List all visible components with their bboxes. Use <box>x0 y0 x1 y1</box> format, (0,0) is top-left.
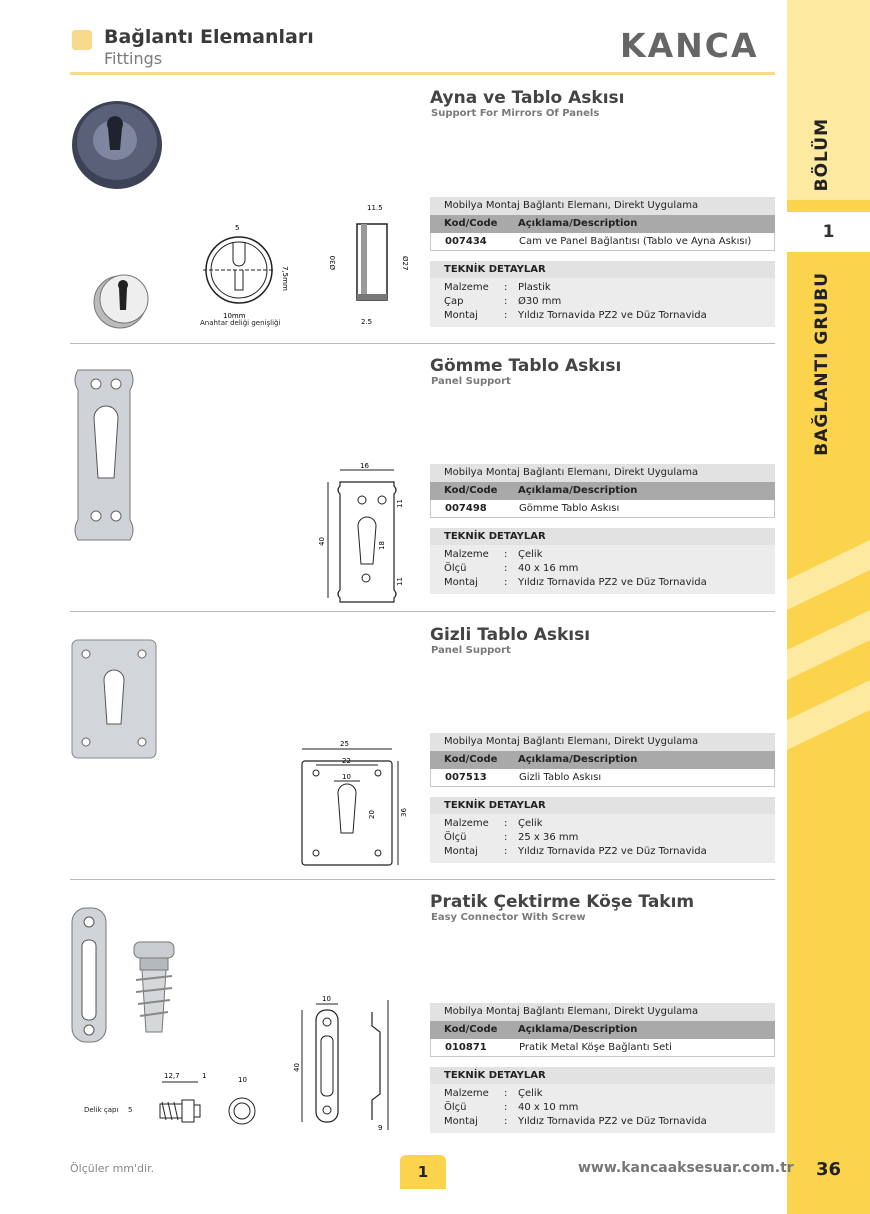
svg-text:36: 36 <box>400 808 408 817</box>
decorative-stripes <box>787 540 870 1140</box>
technical-drawing-hidden <box>290 735 415 870</box>
product-subtitle: Panel Support <box>431 645 511 656</box>
svg-text:10: 10 <box>342 773 351 781</box>
table-row: 010871 Pratik Metal Köşe Bağlantı Seti <box>430 1039 775 1057</box>
product-photo-side <box>92 268 152 330</box>
svg-text:40: 40 <box>318 537 326 546</box>
section-label: BÖLÜM <box>812 118 832 192</box>
table-row: 007513 Gizli Tablo Askısı <box>430 769 775 787</box>
svg-text:7,5mm: 7,5mm <box>281 266 289 291</box>
product-photo-connector-plate <box>68 906 113 1046</box>
category-row: Mobilya Montaj Bağlantı Elemanı, Direkt Uygulama <box>430 464 775 482</box>
svg-text:Ø30: Ø30 <box>329 255 337 270</box>
table-row: 007434 Cam ve Panel Bağlantısı (Tablo ve Ayna Askısı) <box>430 233 775 251</box>
footer-url-link[interactable]: www.kancaaksesuar.com.tr <box>578 1160 794 1176</box>
product-subtitle: Easy Connector With Screw <box>431 912 586 923</box>
spec-list: Malzeme : Çelik Ölçü : 40 x 10 mm Montaj : Yıldız Tornavida PZ2 ve Düz Tornavida <box>430 1084 775 1133</box>
product-title: Pratik Çektirme Köşe Takım <box>430 892 695 912</box>
product-photo-flush-support <box>70 368 140 542</box>
svg-text:9: 9 <box>378 1124 383 1132</box>
spec-list: Malzeme : Plastik Çap : Ø30 mm Montaj : Yıldız Tornavida PZ2 ve Düz Tornavida <box>430 278 775 327</box>
technical-drawing-flush <box>310 460 415 605</box>
technical-drawing-front <box>195 222 295 332</box>
section-divider <box>70 611 775 612</box>
footer-note: Ölçüler mm'dir. <box>70 1162 155 1175</box>
hole-label: Delik çapı <box>84 1106 119 1114</box>
section-divider <box>70 343 775 344</box>
tech-header: TEKNİK DETAYLAR <box>430 528 775 545</box>
svg-text:10: 10 <box>238 1076 247 1084</box>
header-marker <box>72 30 92 50</box>
svg-text:16: 16 <box>360 462 369 470</box>
product-table-007498 <box>430 464 775 594</box>
spec-list: Malzeme : Çelik Ölçü : 25 x 36 mm Montaj : Yıldız Tornavida PZ2 ve Düz Tornavida <box>430 814 775 863</box>
svg-text:10: 10 <box>322 995 331 1003</box>
product-subtitle: Support For Mirrors Of Panels <box>431 108 600 119</box>
product-title: Gömme Tablo Askısı <box>430 356 622 376</box>
product-table-010871 <box>430 1003 775 1133</box>
svg-text:11.5: 11.5 <box>367 204 383 212</box>
svg-text:2.5: 2.5 <box>361 318 373 326</box>
svg-text:5: 5 <box>235 224 240 232</box>
category-row: Mobilya Montaj Bağlantı Elemanı, Direkt Uygulama <box>430 733 775 751</box>
category-row: Mobilya Montaj Bağlantı Elemanı, Direkt Uygulama <box>430 197 775 215</box>
svg-text:20: 20 <box>368 810 376 819</box>
section-number: 1 <box>787 212 870 252</box>
product-photo-screw <box>122 940 187 1040</box>
table-header: Kod/Code Açıklama/Description <box>430 751 775 769</box>
table-header: Kod/Code Açıklama/Description <box>430 482 775 500</box>
group-label: BAĞLANTI GRUBU <box>812 272 832 456</box>
footer-section-tab: 1 <box>400 1155 446 1189</box>
table-row: 007498 Gömme Tablo Askısı <box>430 500 775 518</box>
tech-header: TEKNİK DETAYLAR <box>430 261 775 278</box>
tech-header: TEKNİK DETAYLAR <box>430 1067 775 1084</box>
svg-text:11: 11 <box>396 577 404 586</box>
svg-text:25: 25 <box>340 740 349 748</box>
product-photo-mirror-support <box>70 98 165 193</box>
product-title: Ayna ve Tablo Askısı <box>430 88 625 108</box>
svg-text:1: 1 <box>202 1072 207 1080</box>
svg-text:18: 18 <box>378 541 386 550</box>
drawing-note: Anahtar deliği genişliği <box>200 319 281 327</box>
product-title: Gizli Tablo Askısı <box>430 625 591 645</box>
technical-drawing-plate <box>290 990 415 1135</box>
tech-header: TEKNİK DETAYLAR <box>430 797 775 814</box>
product-photo-hidden-support <box>70 638 158 760</box>
section-divider <box>70 879 775 880</box>
spec-list: Malzeme : Çelik Ölçü : 40 x 16 mm Montaj : Yıldız Tornavida PZ2 ve Düz Tornavida <box>430 545 775 594</box>
technical-drawing-section <box>325 200 415 330</box>
product-table-007513 <box>430 733 775 863</box>
product-table-007434 <box>430 197 775 327</box>
svg-text:22: 22 <box>342 757 351 765</box>
hole-value: 5 <box>128 1106 133 1114</box>
technical-drawing-screw <box>150 1068 270 1130</box>
svg-text:12,7: 12,7 <box>164 1072 180 1080</box>
brand-logo: KANCA <box>620 26 759 65</box>
header-divider <box>70 72 775 75</box>
svg-text:10mm: 10mm <box>223 312 246 320</box>
page-subtitle: Fittings <box>104 49 163 68</box>
table-header: Kod/Code Açıklama/Description <box>430 215 775 233</box>
page-title: Bağlantı Elemanları <box>104 26 314 48</box>
product-subtitle: Panel Support <box>431 376 511 387</box>
svg-text:Ø27: Ø27 <box>401 256 409 271</box>
page-number: 36 <box>815 1159 842 1180</box>
svg-text:11: 11 <box>396 499 404 508</box>
table-header: Kod/Code Açıklama/Description <box>430 1021 775 1039</box>
svg-text:40: 40 <box>293 1063 301 1072</box>
category-row: Mobilya Montaj Bağlantı Elemanı, Direkt Uygulama <box>430 1003 775 1021</box>
